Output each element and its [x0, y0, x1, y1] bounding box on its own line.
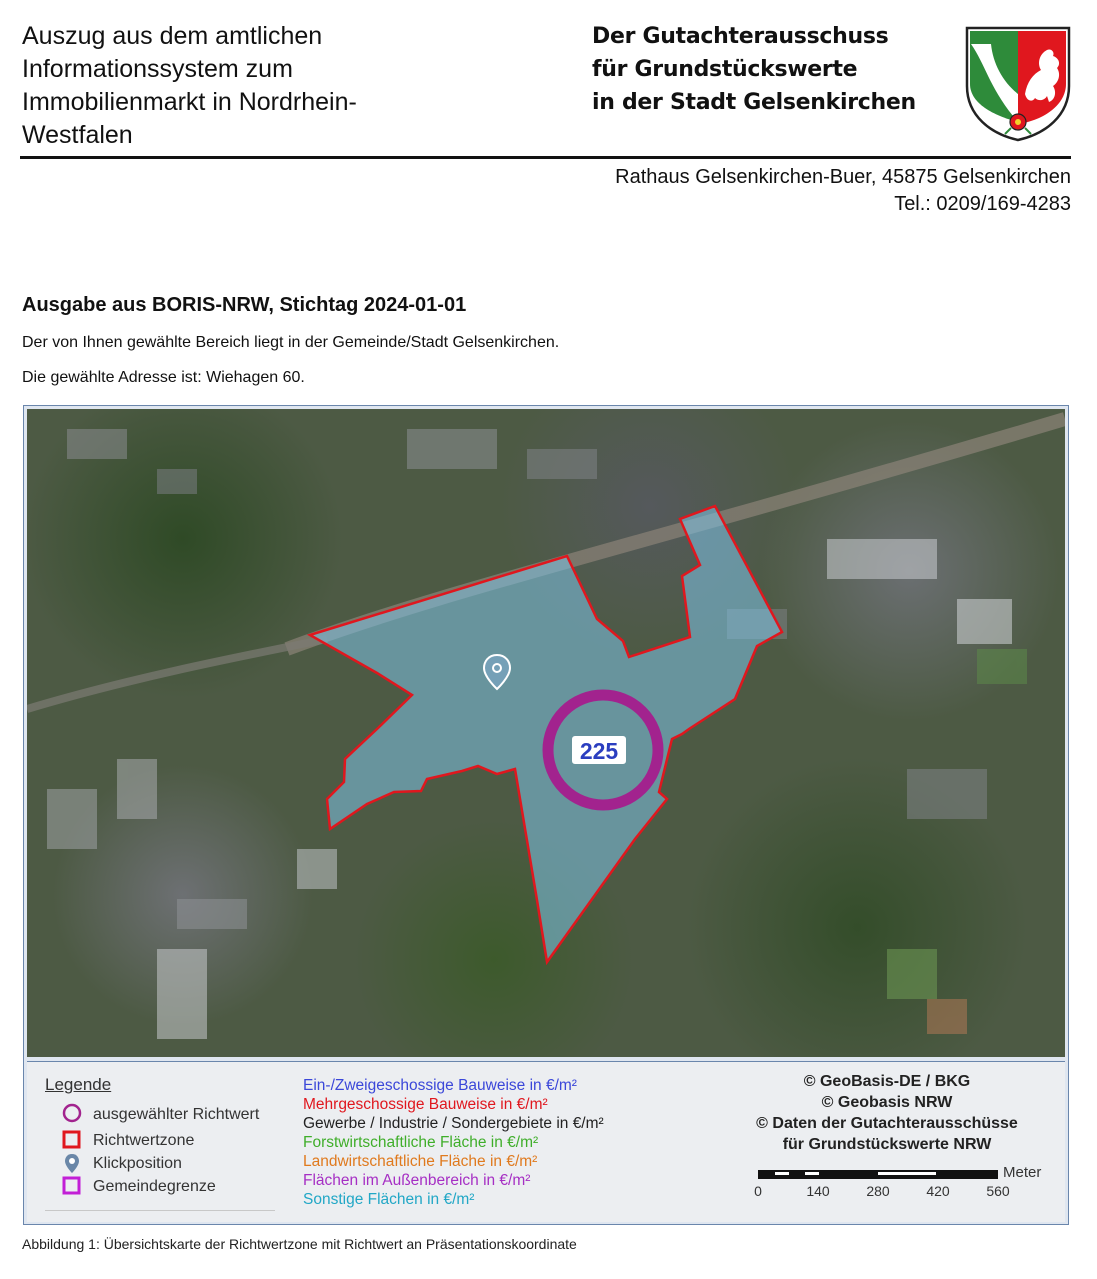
publisher-line: Immobilienmarkt in Nordrhein- — [22, 88, 357, 116]
scale-label: 280 — [866, 1183, 890, 1199]
legend-item-label: Gemeindegrenze — [93, 1178, 216, 1195]
header-divider — [20, 156, 1071, 159]
nrw-coat-of-arms-icon — [963, 24, 1073, 142]
section-title: Ausgabe aus BORIS-NRW, Stichtag 2024-01-01 — [22, 294, 467, 316]
legend-item-label: Richtwertzone — [93, 1132, 195, 1149]
contact-block — [615, 164, 1071, 218]
publisher-line: Informationssystem zum — [22, 55, 293, 83]
square-red-icon — [61, 1129, 83, 1151]
railway-branch — [27, 639, 327, 709]
category-item: Ein-/Zweigeschossige Bauweise in €/m² — [303, 1077, 577, 1094]
publisher-line: Auszug aus dem amtlichen — [22, 22, 323, 50]
phone-line: Tel.: 0209/169-4283 — [894, 193, 1071, 215]
scale-label: 560 — [986, 1183, 1010, 1199]
copyright-line: © GeoBasis-DE / BKG — [803, 1073, 971, 1090]
municipality-text: Der von Ihnen gewählte Bereich liegt in der Gemeinde/Stadt Gelsenkirchen. — [22, 334, 560, 351]
address-line: Rathaus Gelsenkirchen-Buer, 45875 Gelsenkirchen — [615, 166, 1071, 188]
figure-caption: Abbildung 1: Übersichtskarte der Richtwertzone mit Richtwert an Präsentationskoordinate — [22, 1236, 577, 1252]
map-legend — [27, 1061, 1065, 1222]
copyright-line: für Grundstückswerte NRW — [782, 1136, 992, 1153]
copyright-line: © Daten der Gutachterausschüsse — [756, 1115, 1018, 1132]
copyright-line: © Geobasis NRW — [821, 1094, 953, 1111]
richtwert-value: 225 — [579, 738, 619, 764]
category-item: Flächen im Außenbereich in €/m² — [303, 1172, 531, 1189]
address-text: Die gewählte Adresse ist: Wiehagen 60. — [22, 369, 305, 386]
map-overlay — [27, 409, 1065, 1057]
publisher-description — [22, 20, 442, 152]
category-item: Mehrgeschossige Bauweise in €/m² — [303, 1096, 548, 1113]
category-item: Gewerbe / Industrie / Sondergebiete in €/m² — [303, 1115, 604, 1132]
publisher-line: Westfalen — [22, 121, 133, 149]
category-item: Forstwirtschaftliche Fläche in €/m² — [303, 1134, 539, 1151]
category-item: Landwirtschaftliche Fläche in €/m² — [303, 1153, 538, 1170]
square-magenta-icon — [61, 1175, 83, 1197]
scale-label: 0 — [754, 1183, 762, 1199]
scale-label: 420 — [926, 1183, 950, 1199]
scale-bar — [758, 1170, 998, 1179]
category-item: Sonstige Flächen in €/m² — [303, 1191, 475, 1208]
legend-item-label: ausgewählter Richtwert — [93, 1106, 260, 1123]
authority-line: Der Gutachterausschuss — [592, 24, 889, 49]
authority-name — [592, 20, 952, 119]
legend-item-label: Klickposition — [93, 1155, 182, 1172]
circle-magenta-icon — [61, 1102, 83, 1124]
legend-title: Legende — [45, 1075, 112, 1094]
scale-unit: Meter — [1003, 1164, 1042, 1181]
authority-line: für Grundstückswerte — [592, 57, 858, 82]
location-pin-icon — [61, 1152, 83, 1174]
legend-separator — [45, 1210, 275, 1211]
authority-line: in der Stadt Gelsenkirchen — [592, 90, 916, 115]
scale-label: 140 — [806, 1183, 830, 1199]
aerial-map[interactable] — [27, 409, 1065, 1057]
